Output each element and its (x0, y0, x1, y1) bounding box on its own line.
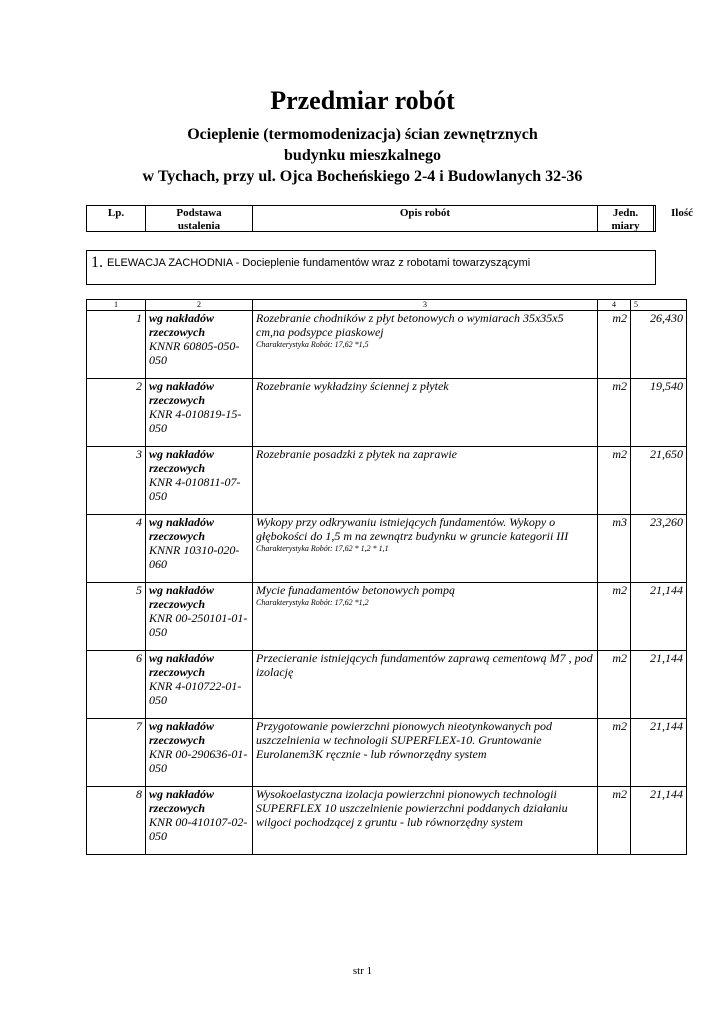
item-number: 6 (87, 651, 146, 719)
table-row (87, 651, 687, 719)
item-note: Charakterystyka Robót: 17,62 *1,2 (256, 598, 369, 607)
item-note: Charakterystyka Robót: 17,62 * 1,2 * 1,1 (256, 544, 389, 553)
item-basis-head: wg nakładów rzeczowych (149, 651, 215, 679)
table-row (87, 787, 687, 855)
header-lp: Lp. (87, 206, 146, 231)
column-number: 1 (87, 300, 146, 311)
item-number: 4 (87, 515, 146, 583)
item-basis-code: KNR 00-290636-01-050 (149, 747, 248, 775)
item-basis (146, 787, 253, 855)
item-number: 2 (87, 379, 146, 447)
item-quantity: 19,540 (631, 379, 687, 447)
item-unit: m2 (598, 583, 631, 651)
item-unit: m2 (598, 787, 631, 855)
item-basis-code: KNR 4-010811-07-050 (149, 475, 241, 503)
item-number: 8 (87, 787, 146, 855)
item-description (253, 447, 598, 515)
item-basis-head: wg nakładów rzeczowych (149, 787, 215, 815)
table-header (86, 205, 693, 232)
item-unit: m2 (598, 447, 631, 515)
item-basis-code: KNNR 60805-050-050 (149, 339, 240, 367)
table-row (87, 719, 687, 787)
item-number: 3 (87, 447, 146, 515)
header-quantity: Ilość (671, 207, 693, 219)
item-description-text: Przygotowanie powierzchni pionowych nieotynkowanych pod uszczelnienia w technologii SUPERFLEX-10. Gruntowanie Eurolanem3K ręcznie - lub równorzędny system (256, 719, 552, 761)
section-number: 1. (91, 254, 103, 271)
item-unit: m3 (598, 515, 631, 583)
item-description (253, 311, 598, 379)
column-number-row (87, 300, 687, 311)
item-description-text: Wykopy przy odkrywaniu istniejących fundamentów. Wykopy o głębokości do 1,5 m na zewnątrz budynku w gruncie kategorii III (256, 515, 569, 543)
item-description (253, 583, 598, 651)
item-basis-head: wg nakładów rzeczowych (149, 447, 215, 475)
item-basis-code: KNR 00-250101-01-050 (149, 611, 248, 639)
item-number: 1 (87, 311, 146, 379)
column-number: 2 (146, 300, 253, 311)
column-number: 5 (631, 300, 687, 311)
section-title: ELEWACJA ZACHODNIA - Docieplenie fundamentów wraz z robotami towarzyszącymi (107, 257, 531, 269)
item-note: Charakterystyka Robót: 17,62 *1,5 (256, 340, 369, 349)
header-description: Opis robót (253, 206, 598, 231)
item-unit: m2 (598, 719, 631, 787)
item-basis-code: KNNR 10310-020-060 (149, 543, 240, 571)
item-quantity: 21,144 (631, 651, 687, 719)
item-description (253, 787, 598, 855)
subtitle-line-2: budynku mieszkalnego (284, 147, 441, 164)
item-quantity: 21,144 (631, 787, 687, 855)
document-title: Przedmiar robót (270, 86, 455, 115)
item-unit: m2 (598, 379, 631, 447)
item-quantity: 21,144 (631, 583, 687, 651)
item-description (253, 651, 598, 719)
item-unit: m2 (598, 311, 631, 379)
item-quantity: 23,260 (631, 515, 687, 583)
item-description-text: Przecieranie istniejących fundamentów zaprawą cementową M7 , pod izolację (256, 651, 593, 679)
column-number: 3 (253, 300, 598, 311)
item-number: 7 (87, 719, 146, 787)
item-basis (146, 311, 253, 379)
item-quantity: 26,430 (631, 311, 687, 379)
subtitle-line-1: Ocieplenie (termomodenizacja) ścian zewnętrznych (187, 126, 538, 143)
table-row (87, 515, 687, 583)
item-description (253, 719, 598, 787)
item-basis-code: KNR 4-010722-01-050 (149, 679, 242, 707)
item-description (253, 515, 598, 583)
table-row (87, 311, 687, 379)
column-number: 4 (598, 300, 631, 311)
item-basis-head: wg nakładów rzeczowych (149, 311, 215, 339)
header-unit: Jedn. miary (598, 206, 654, 231)
item-description-text: Mycie funadamentów betonowych pompą (256, 583, 455, 597)
section-heading (86, 250, 656, 285)
item-description-text: Wysokoelastyczna izolacja powierzchni pionowych technologii SUPERFLEX 10 uszczelnienie powierzchni poddanych działaniu wilgoci pochodzącej z gruntu - lub równorzędny system (256, 787, 568, 829)
item-basis-head: wg nakładów rzeczowych (149, 379, 215, 407)
header-basis: Podstawa ustalenia (146, 206, 253, 231)
item-description-text: Rozebranie chodników z płyt betonowych o wymiarach 35x35x5 cm,na podsypce piaskowej (256, 311, 564, 339)
item-number: 5 (87, 583, 146, 651)
item-basis-head: wg nakładów rzeczowych (149, 515, 215, 543)
item-basis-code: KNR 00-410107-02-050 (149, 815, 248, 843)
item-basis (146, 515, 253, 583)
items-table (86, 299, 687, 855)
item-quantity: 21,650 (631, 447, 687, 515)
item-description (253, 379, 598, 447)
item-basis (146, 719, 253, 787)
table-row (87, 379, 687, 447)
item-quantity: 21,144 (631, 719, 687, 787)
table-row (87, 447, 687, 515)
page-number: str 1 (352, 965, 373, 977)
item-basis (146, 651, 253, 719)
subtitle-line-3: w Tychach, przy ul. Ojca Bocheńskiego 2-4 i Budowlanych 32-36 (142, 168, 583, 185)
item-basis-head: wg nakładów rzeczowych (149, 583, 215, 611)
item-description-text: Rozebranie posadzki z płytek na zaprawie (256, 447, 457, 461)
item-basis (146, 447, 253, 515)
item-basis (146, 583, 253, 651)
item-basis-head: wg nakładów rzeczowych (149, 719, 215, 747)
item-description-text: Rozebranie wykładziny ściennej z płytek (256, 379, 449, 393)
item-basis-code: KNR 4-010819-15-050 (149, 407, 242, 435)
table-row (87, 583, 687, 651)
item-unit: m2 (598, 651, 631, 719)
item-basis (146, 379, 253, 447)
